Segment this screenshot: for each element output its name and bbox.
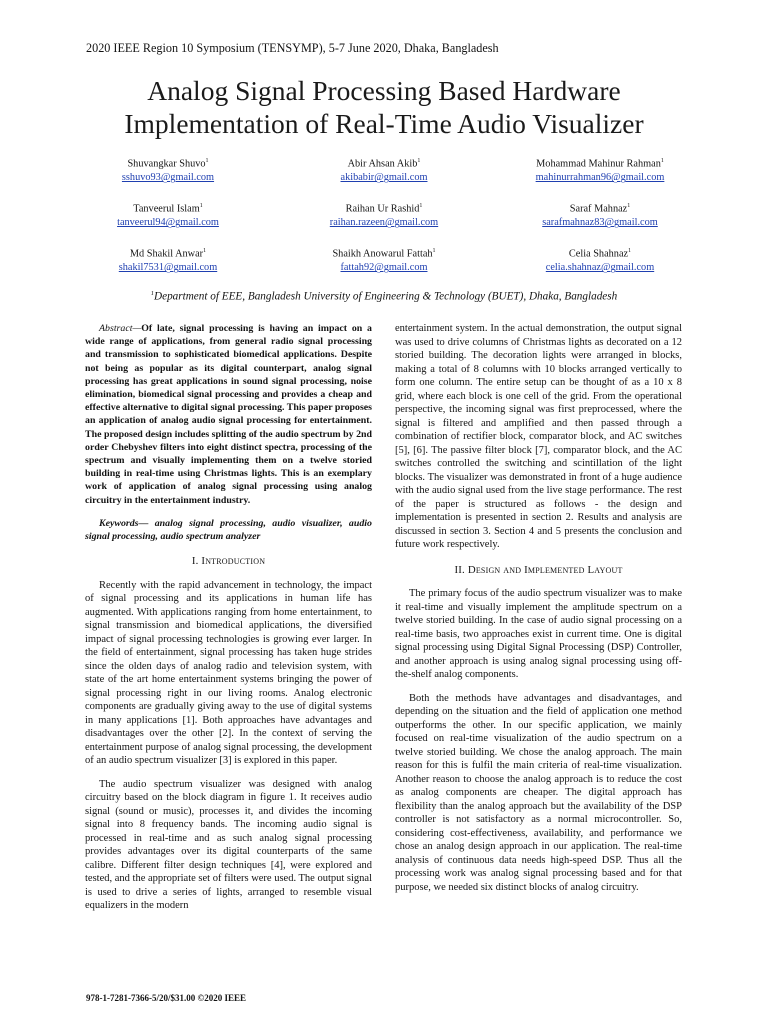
author-row: [60, 199, 708, 244]
author-email-link[interactable]: fattah92@gmail.com: [340, 262, 428, 274]
right-column: [395, 322, 682, 894]
paragraph: Both the methods have advantages and disadvantages, and depending on the situation and the field of application one method outperforms the other. In our specific application, we mainly focused on real-time visualization of the audio spectrum on a twelve storied building. We chose the analog approach. The main reason for this is fulfil the main criteria of real-time visualization. Another reason to choose the analog approach is to reduce the cost as analog components are cheaper. The digital approach has flexibility than the analog approach but the availability of the DSP controller is not satisfactory as a normal microcontroller. So, considering cost-effectiveness, availability, and performance we chose an analog design approach in our application. The real-time analysis of continuous data needs high-speed DSP. Thus all the processing work was analog signal processing based and for that purpose, we needed six distinct blocks of analog circuitry.: [395, 692, 682, 893]
author: Md Shakil Anwar$^1$ shakil7531@gmail.com: [60, 244, 276, 289]
paragraph: Recently with the rapid advancement in technology, the impact of signal processing and its applications in human life has augmented. With applications ranging from home entertainment, to signal transmission and biomedical applications, the diversified impact of signal processing technologies is growing ever larger. In the field of entertainment, signal processing has taken huge strides since the olden days of analog radio and television system, with state of the art home entertainment systems bringing the power of signal processing right in our living rooms. Analog electronic components are gradually giving away to the use of digital systems in many applications [1]. Both approaches have advantages and disadvantages over the other [2]. In the context of serving the entertainment purpose of analog signal processing, the development of an audio spectrum visualizer [3] is explored in this paper.: [85, 579, 372, 767]
author-email-link[interactable]: akibabir@gmail.com: [340, 172, 428, 184]
author-row: [60, 244, 708, 289]
author-email-link[interactable]: celia.shahnaz@gmail.com: [545, 262, 655, 274]
author-name: Celia Shahnaz: [568, 248, 629, 260]
author-block: [60, 154, 708, 289]
author-row: [60, 154, 708, 199]
author: Raihan Ur Rashid$^1$ raihan.razeen@gmail.com: [276, 199, 492, 244]
keywords: Keywords— analog signal processing, audio visualizer, audio signal processing, audio spectrum analyzer: [85, 517, 372, 543]
conference-header: 2020 IEEE Region 10 Symposium (TENSYMP), 5-7 June 2020, Dhaka, Bangladesh: [86, 41, 499, 55]
author: Mohammad Mahinur Rahman$^1$ mahinurrahman96@gmail.com: [492, 154, 708, 199]
author-name: Md Shakil Anwar: [129, 248, 204, 260]
paragraph: The audio spectrum visualizer was designed with analog circuitry based on the block diagram in figure 1. It receives audio signal (sound or music), processes it, and divides the incoming signal into 8 frequency bands. The incoming audio signal is processed in real-time and as such analog signal processing provides advantages over its digital counterparts of the same calibre. Different filter design techniques [4], were explored and tested, and the appropriate set of filters were used. The output signal is used to drive a series of lights, arranged to resemble visual equalizers in the modern: [85, 778, 373, 912]
abstract-text: Of late, signal processing is having an impact on a wide range of applications, from general radio signal processing and transmission to sophisticated biomedical applications. Despite not being as popular as its digital counterpart, analog signal processing has great applications in sound signal processing, noise elimination, biomedical signal processing and provides a cheap and effective alternative to digital signal processing. This paper proposes an application of analog audio signal processing for entertainment. The proposed design includes splitting of the audio spectrum by 2nd order Chebyshev filters into eight distinct spectra, processing of the spectrum and visually implementing them on a twelve storied building in real-time using Christmas lights. This is an exemplary work of application of analog signal processing using analog circuitry in the entertainment industry.: [85, 323, 373, 506]
paper-title: [0, 74, 768, 140]
title-line-1: Analog Signal Processing Based Hardware: [147, 75, 621, 106]
author-email-link[interactable]: raihan.razeen@gmail.com: [329, 217, 439, 229]
author-name: Tanveerul Islam: [133, 203, 200, 215]
author: Celia Shahnaz$^1$ celia.shahnaz@gmail.com: [492, 244, 708, 289]
author: Shuvangkar Shuvo$^1$ sshuvo93@gmail.com: [60, 154, 276, 199]
title-line-2: Implementation of Real-Time Audio Visualizer: [124, 108, 644, 139]
paragraph: The primary focus of the audio spectrum visualizer was to make it real-time and visually implement the amplitude spectrum on a twelve storied building. In the case of audio signal processing on a real-time basis, two approaches exist in current time. One is digital signal processing using Digital Signal Processing (DSP) Controller, and another approach is using analog signal processing using off-the-shelf analog components.: [395, 588, 682, 680]
section-heading-design: II. Design and Implemented Layout: [454, 563, 623, 576]
author: Shaikh Anowarul Fattah$^1$ fattah92@gmail.com: [276, 244, 492, 289]
author-email-link[interactable]: shakil7531@gmail.com: [118, 262, 218, 274]
author-name: Raihan Ur Rashid: [345, 203, 420, 215]
section-heading-introduction: I. Introduction: [191, 555, 266, 568]
affiliation-text: Department of EEE, Bangladesh University of Engineering & Technology (BUET), Dhaka, Bangladesh: [154, 290, 618, 303]
abstract-lead: Abstract—: [99, 323, 142, 334]
author-name: Shaikh Anowarul Fattah: [332, 248, 433, 260]
author-name: Shuvangkar Shuvo: [127, 158, 206, 170]
author-email-link[interactable]: sarafmahnaz83@gmail.com: [542, 217, 658, 229]
author: Tanveerul Islam$^1$ tanveerul94@gmail.com: [60, 199, 276, 244]
author-email-link[interactable]: sshuvo93@gmail.com: [121, 172, 215, 184]
author-name: Abir Ahsan Akib: [347, 158, 418, 170]
abstract: [85, 322, 372, 507]
author-name: Mohammad Mahinur Rahman: [536, 158, 661, 170]
author-email-link[interactable]: tanveerul94@gmail.com: [117, 217, 219, 229]
author: Abir Ahsan Akib$^1$ akibabir@gmail.com: [276, 154, 492, 199]
author: Saraf Mahnaz$^1$ sarafmahnaz83@gmail.com: [492, 199, 708, 244]
copyright-footer: 978-1-7281-7366-5/20/$31.00 ©2020 IEEE: [86, 993, 246, 1003]
paragraph: entertainment system. In the actual demonstration, the output signal was used to drive columns of Christmas lights as decorated on a 12 storied building. The decoration lights were arranged in blocks, making a total of 8 columns with 10 blocks arranged vertically to form one column. The entire setup can be thought of as a 10 x 8 grid, where each block is one cell of the grid. From the operational perspective, the incoming signal was first preprocessed, where the signal is filtered and amplified and then passed through a combination of rectifier block, comparator block, and AC switches [5], [6]. The passive filter block [7], comparator block, and the AC switches controlled the switching and scintillation of the light blocks. The visualizer was demonstrated in front of a huge audience with the audio signal used from the live stage performance. The rest of the paper is structured as follows - the design and implementation is presented in section 2. Results and analysis are discussed in section 3. Section 4 and 5 presents the conclusion and future work respectively.: [395, 323, 682, 550]
affiliation: $^1$Department of EEE, Bangladesh University of Engineering & Technology (BUET), Dhaka, Bangladesh: [150, 290, 618, 303]
author-name: Saraf Mahnaz: [569, 203, 628, 215]
left-column: [85, 322, 372, 913]
author-email-link[interactable]: mahinurrahman96@gmail.com: [535, 172, 665, 184]
